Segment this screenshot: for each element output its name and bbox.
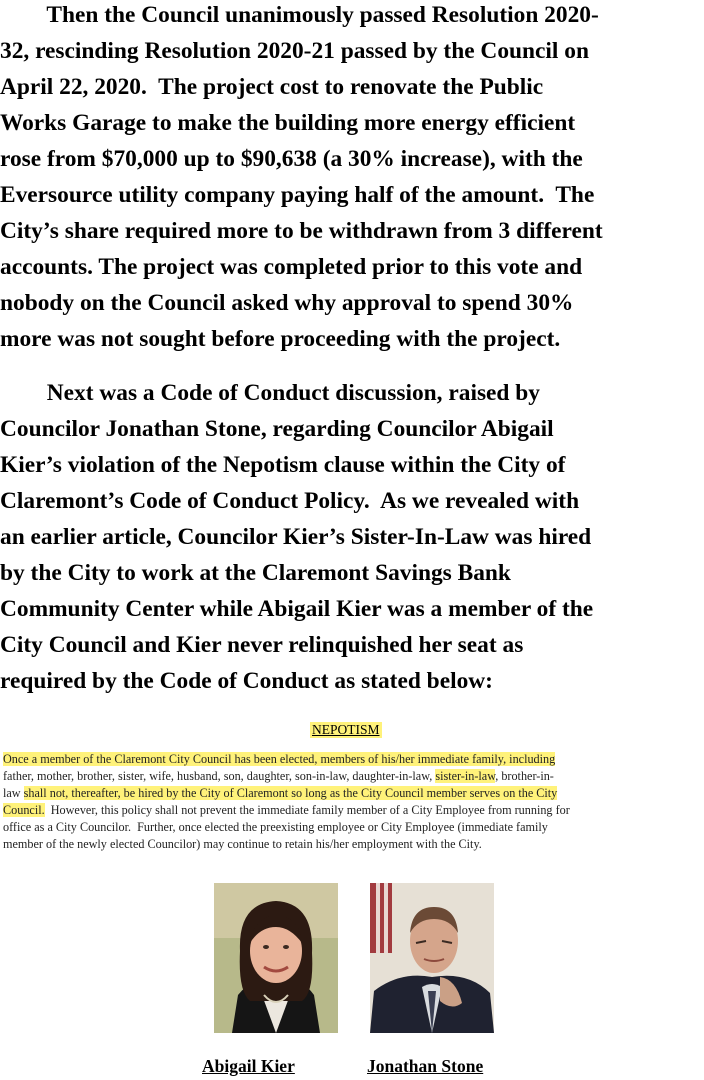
policy-line: office as a City Councilor. Further, once elected the preexisting employee or City Employee (immediate family: [3, 820, 548, 834]
article-paragraph-1: [0, 0, 704, 357]
paragraph-line: April 22, 2020. The project cost to renovate the Public: [0, 74, 544, 100]
paragraph-line: an earlier article, Councilor Kier’s Sister-In-Law was hired: [0, 524, 592, 550]
paragraph-line: Claremont’s Code of Conduct Policy. As we revealed with: [0, 488, 580, 514]
paragraph-line: Works Garage to make the building more energy efficient: [0, 110, 576, 136]
policy-line: [3, 768, 703, 785]
paragraph-line: City’s share required more to be withdrawn from 3 different: [0, 218, 603, 244]
paragraph-line: nobody on the Council asked why approval to spend 30%: [0, 290, 574, 316]
paragraph-line: Kier’s violation of the Nepotism clause within the City of: [0, 452, 566, 478]
portrait-man-image: [370, 883, 494, 1033]
policy-text-segment: , brother-in-: [495, 769, 554, 783]
paragraph-line: Then the Council unanimously passed Resolution 2020-: [0, 2, 599, 28]
highlighted-text: shall not, thereafter, be hired by the City of Claremont so long as the City Council member serves on the City: [23, 786, 558, 800]
highlighted-text: Council.: [3, 803, 45, 817]
highlighted-text: Once a member of the Claremont City Council has been elected, members of his/her immediate family, including: [3, 752, 556, 766]
jonathan-stone-caption: Jonathan Stone: [367, 1056, 484, 1076]
paragraph-line: accounts. The project was completed prior to this vote and: [0, 254, 583, 280]
policy-text-segment: law: [3, 786, 24, 800]
policy-line: member of the newly elected Councilor) may continue to retain his/her employment with the City.: [3, 837, 482, 851]
paragraph-line: by the City to work at the Claremont Savings Bank: [0, 560, 511, 586]
policy-text: [3, 751, 703, 853]
abigail-kier-caption: Abigail Kier: [202, 1056, 295, 1076]
paragraph-line: Councilor Jonathan Stone, regarding Councilor Abigail: [0, 416, 554, 442]
paragraph-line: required by the Code of Conduct as stated below:: [0, 668, 493, 694]
abigail-kier-photo: [214, 883, 338, 1033]
portrait-woman-image: [214, 883, 338, 1033]
paragraph-line: rose from $70,000 up to $90,638 (a 30% increase), with the: [0, 146, 583, 172]
paragraph-line: Community Center while Abigail Kier was a member of the: [0, 596, 594, 622]
paragraph-line: Next was a Code of Conduct discussion, raised by: [0, 380, 540, 406]
paragraph-line: City Council and Kier never relinquished her seat as: [0, 632, 524, 658]
policy-text-segment: father, mother, brother, sister, wife, husband, son, daughter, son-in-law, daughter-in-law,: [3, 769, 436, 783]
paragraph-line: Eversource utility company paying half of the amount. The: [0, 182, 595, 208]
paragraph-line: 32, rescinding Resolution 2020-21 passed by the Council on: [0, 38, 589, 64]
nepotism-heading: NEPOTISM: [312, 722, 380, 737]
highlighted-text: sister-in-law: [435, 769, 496, 783]
jonathan-stone-photo: [370, 883, 494, 1033]
paragraph-line: more was not sought before proceeding with the project.: [0, 326, 561, 352]
policy-line: [3, 785, 703, 802]
article-paragraph-2: [0, 375, 704, 699]
policy-line: [3, 751, 703, 768]
policy-text-segment: However, this policy shall not prevent the immediate family member of a City Employee from running for: [44, 803, 570, 817]
policy-line: [3, 802, 703, 819]
